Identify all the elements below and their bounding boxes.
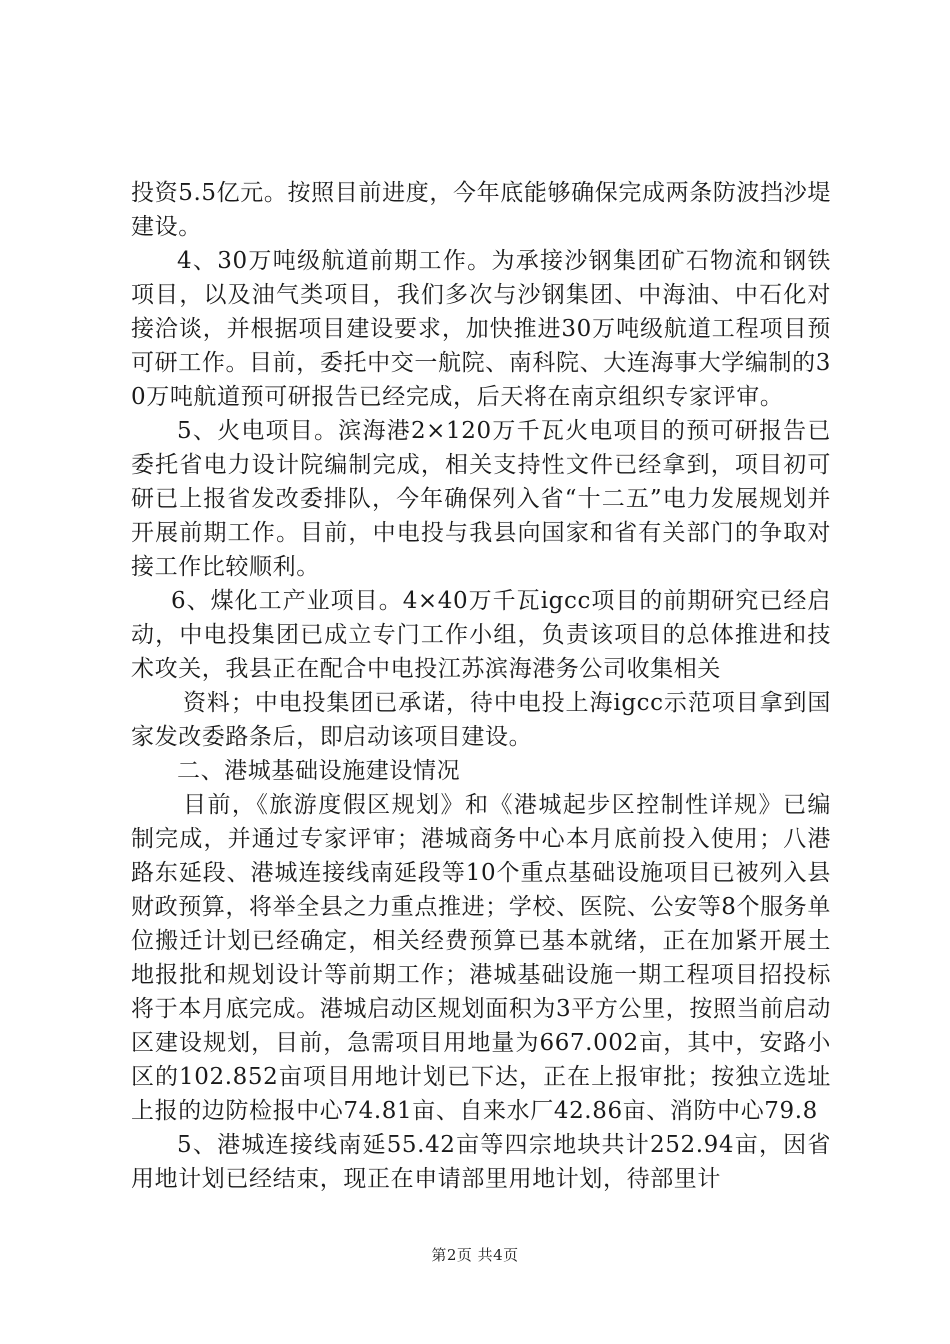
paragraph-materials: 资料；中电投集团已承诺，待中电投上海igcc示范项目拿到国家发改委路条后，即启动该项目建设。 [131, 690, 831, 750]
paragraph-investment: 投资5.5亿元。按照目前进度，今年底能够确保完成两条防波挡沙堤建设。 [131, 180, 831, 240]
document-body [131, 176, 831, 1196]
section-heading-infrastructure: 二、港城基础设施建设情况 [177, 758, 461, 784]
paragraph-infrastructure-status: 目前，《旅游度假区规划》和《港城起步区控制性详规》已编制完成，并通过专家评审；港城商务中心本月底前投入使用；八港路东延段、港城连接线南延段等10个重点基础设施项目已被列入县财政预算，将举全县之力重点推进；学校、医院、公安等8个服务单位搬迁计划已经确定，相关经费预算已基本就绪，正在加紧开展土地报批和规划设计等前期工作；港城基础设施一期工程项目招投标将于本月底完成。港城启动区规划面积为3平方公里，按照当前启动区建设规划，目前，急需项目用地量为667.002亩，其中，安路小区的102.852亩项目用地计划已下达，正在上报审批；按独立选址上报的边防检报中心74.81亩、自来水厂42.86亩、消防中心79.8 [131, 792, 831, 1124]
paragraph-land-parcels: 5、港城连接线南延55.42亩等四宗地块共计252.94亩，因省用地计划已经结束，现正在申请部里用地计划，待部里计 [131, 1132, 831, 1192]
paragraph-power-project: 5、火电项目。滨海港2×120万千瓦火电项目的预可研报告已委托省电力设计院编制完成，相关支持性文件已经拿到，项目初可研已上报省发改委排队，今年确保列入省“十二五”电力发展规划并开展前期工作。目前，中电投与我县向国家和省有关部门的争取对接工作比较顺利。 [131, 418, 831, 580]
paragraph-channel-project: 4、30万吨级航道前期工作。为承接沙钢集团矿石物流和钢铁项目，以及油气类项目，我们多次与沙钢集团、中海油、中石化对接洽谈，并根据项目建设要求，加快推进30万吨级航道工程项目预可研工作。目前，委托中交一航院、南科院、大连海事大学编制的30万吨航道预可研报告已经完成，后天将在南京组织专家评审。 [131, 248, 831, 410]
page-number: 第2页 共4页 [431, 1246, 519, 1264]
paragraph-coal-chemical-project: 6、煤化工产业项目。4×40万千瓦igcc项目的前期研究已经启动，中电投集团已成立专门工作小组，负责该项目的总体推进和技术攻关，我县正在配合中电投江苏滨海港务公司收集相关 [131, 588, 831, 682]
